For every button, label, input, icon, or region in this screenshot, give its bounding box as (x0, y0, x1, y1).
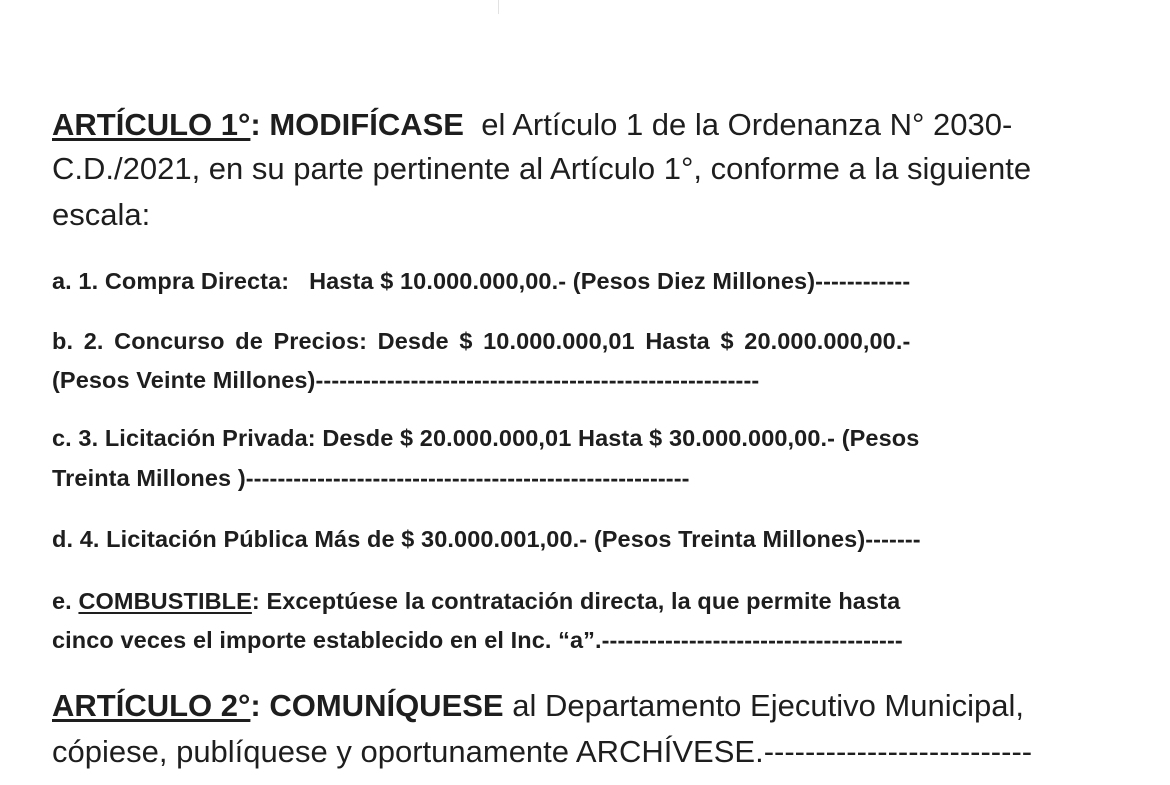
article-2-verb: COMUNÍQUESE (269, 688, 504, 723)
item-e-prefix: e. (52, 588, 72, 614)
item-c-line-2: Treinta Millones )-------------------------------------------------------- (52, 465, 690, 491)
article-1-text-1: el Artículo 1 de la Ordenanza N° 2030- (481, 107, 1013, 142)
article-1-colon: : (250, 107, 261, 142)
item-e-text: : Exceptúese la contratación directa, la que permite hasta (251, 588, 901, 614)
item-e-keyword: COMBUSTIBLE (78, 588, 252, 614)
item-c-line-1: c. 3. Licitación Privada: Desde $ 20.000.000,01 Hasta $ 30.000.000,00.- (Pesos (52, 425, 920, 451)
article-2-text-1: al Departamento Ejecutivo Municipal, (512, 688, 1024, 723)
article-1-line-3: escala: (52, 197, 151, 232)
item-b-line-1: b. 2. Concurso de Precios: Desde $ 10.000.000,01 Hasta $ 20.000.000,00.- (52, 328, 911, 354)
article-1-label: ARTÍCULO 1° (52, 107, 251, 142)
item-d: d. 4. Licitación Pública Más de $ 30.000.001,00.- (Pesos Treinta Millones)------- (52, 526, 921, 552)
article-2-line-2: cópiese, publíquese y oportunamente ARCHÍVESE.-------------------------- (52, 734, 1033, 769)
article-1-verb: MODIFÍCASE (269, 107, 464, 142)
article-1-line-2: C.D./2021, en su parte pertinente al Artículo 1°, conforme a la siguiente (52, 151, 1032, 186)
article-2-label: ARTÍCULO 2° (52, 688, 251, 723)
item-a: a. 1. Compra Directa: Hasta $ 10.000.000,00.- (Pesos Diez Millones)------------ (52, 268, 911, 294)
item-b-line-2: (Pesos Veinte Millones)-------------------------------------------------------- (52, 367, 760, 393)
scan-mark (498, 0, 499, 14)
article-2-line-1 (52, 683, 1112, 729)
item-e-line-2: cinco veces el importe establecido en el Inc. “a”.-------------------------------------- (52, 627, 903, 653)
article-1-line-1 (52, 102, 1112, 148)
article-2-colon: : (250, 688, 261, 723)
item-e-line-1 (52, 582, 1112, 621)
